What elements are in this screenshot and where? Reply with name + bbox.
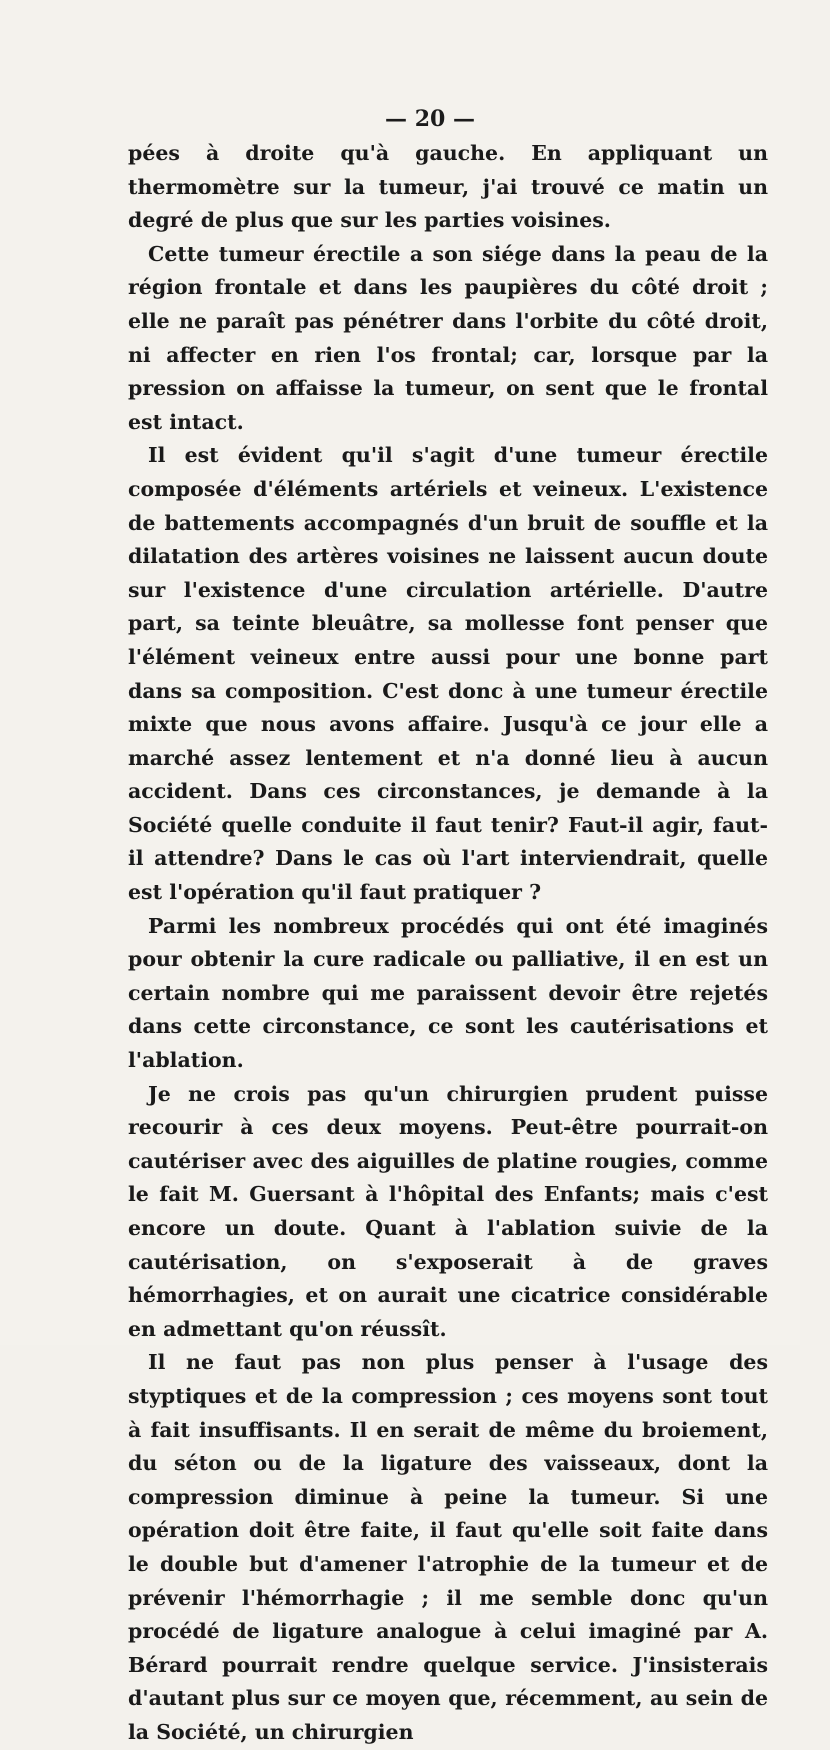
paragraph-3: Il est évident qu'il s'agit d'une tumeur érectile composée d'éléments artériels et veineux. L'existence de battements accompagnés d'un bruit de souffle et la dilatation des artères voisines ne laissent aucun doute sur l'existence d'une circulation artérielle. D'autre part, sa teinte bleuâtre, sa mollesse font penser que l'élément veineux entre aussi pour une bonne part dans sa composition. C'est donc à une tumeur érectile mixte que nous avons affaire. Jusqu'à ce jour elle a marché assez lentement et n'a donné lieu à aucun accident. Dans ces circonstances, je demande à la Société quelle conduite il faut tenir? Faut-il agir, faut-il attendre? Dans le cas où l'art interviendrait, quelle est l'opération qu'il faut pratiquer ? xyxy=(128,443,768,905)
paragraph-1: pées à droite qu'à gauche. En appliquant un thermomètre sur la tumeur, j'ai trouvé ce matin un degré de plus que sur les parties voisines. xyxy=(128,141,768,233)
paragraph-5: Je ne crois pas qu'un chirurgien prudent puisse recourir à ces deux moyens. Peut-être pourrait-on cautériser avec des aiguilles de platine rougies, comme le fait M. Guersant à l'hôpital des Enfants; mais c'est encore un doute. Quant à l'ablation suivie de la cautérisation, on s'exposerait à de graves hémorrhagies, et on aurait une cicatrice considérable en admettant qu'on réussît. xyxy=(128,1081,768,1341)
paragraph-4: Parmi les nombreux procédés qui ont été imaginés pour obtenir la cure radicale ou palliative, il en est un certain nombre qui me paraissent devoir être rejetés dans cette circonstance, ce sont les cautérisations et l'ablation. xyxy=(128,913,768,1073)
paragraph-6: Il ne faut pas non plus penser à l'usage des styptiques et de la compression ; ces moyens sont tout à fait insuffisants. Il en serait de même du broiement, du séton ou de la ligature des vaisseaux, dont la compression diminue à peine la tumeur. Si une opération doit être faite, il faut qu'elle soit faite dans le double but d'amener l'atrophie de la tumeur et de prévenir l'hémorrhagie ; il me semble donc qu'un procédé de ligature analogue à celui imaginé par A. Bérard pourrait rendre quelque service. J'insisterais d'autant plus sur ce moyen que, récemment, au sein de la Société, un chirurgien xyxy=(128,1350,768,1744)
paragraph-2: Cette tumeur érectile a son siége dans la peau de la région frontale et dans les paupières du côté droit ; elle ne paraît pas pénétrer dans l'orbite du côté droit, ni affecter en rien l'os frontal; car, lorsque par la pression on affaisse la tumeur, on sent que le frontal est intact. xyxy=(128,241,768,434)
body-text xyxy=(128,137,768,1750)
page-number: — 20 — xyxy=(385,106,475,132)
